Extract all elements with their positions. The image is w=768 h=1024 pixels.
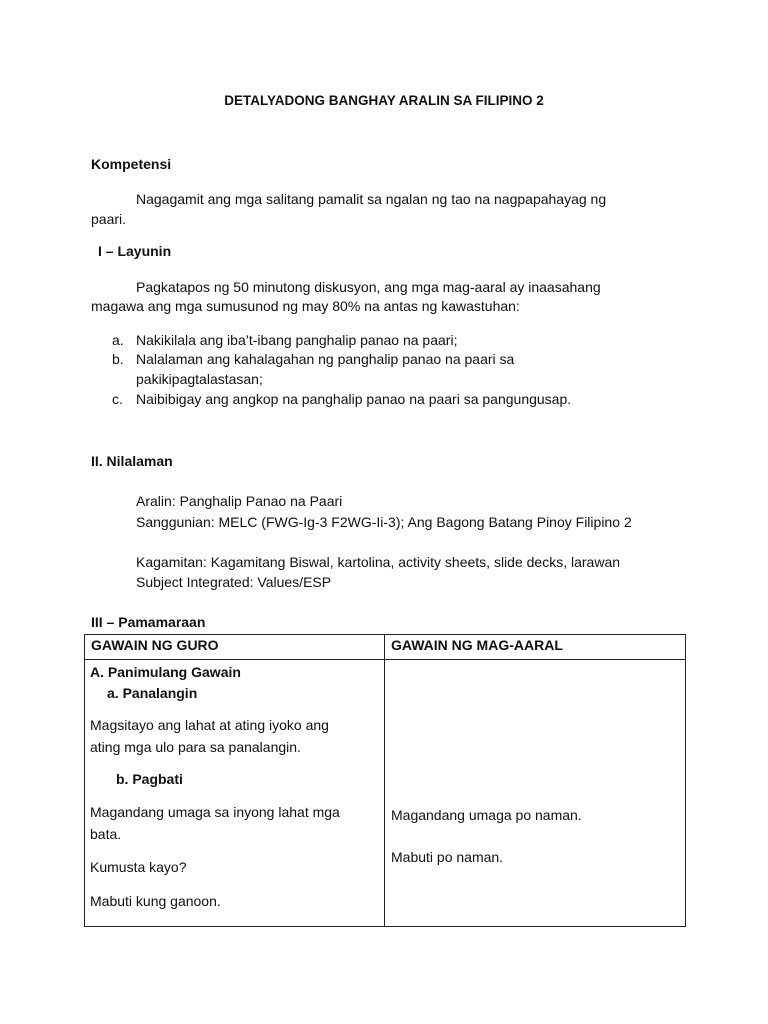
table-row [85,660,686,927]
layunin-item-b: Nalalaman ang kahalagahan ng panghalip panao na paari sa [136,351,515,367]
pagbati-heading: b. Pagbati [116,771,183,787]
layunin-item-b-cont: pakikipagtalastasan; [136,371,263,387]
kompetensi-heading: Kompetensi [91,156,172,172]
col-header-guro: GAWAIN NG GURO [85,635,385,660]
nilalaman-heading: II. Nilalaman [91,453,173,469]
layunin-item-a-letter: a. [112,332,124,348]
pamamaraan-table [84,634,686,927]
panalangin-line-2: ating mga ulo para sa panalangin. [90,739,301,755]
kompetensi-line-2: paari. [91,211,127,227]
layunin-line-1: Pagkatapos ng 50 minutong diskusyon, ang mga mag-aaral ay inaasahang [136,279,601,295]
guro-cell [85,660,385,927]
panalangin-heading: a. Panalangin [107,685,198,701]
nilalaman-kagamitan: Kagamitan: Kagamitang Biswal, kartolina, activity sheets, slide decks, larawan [136,554,621,570]
pagbati-line-2: bata. [90,826,122,842]
mag-aaral-cell [385,660,686,927]
layunin-heading: I – Layunin [98,243,172,259]
layunin-item-c: Naibibigay ang angkop na panghalip panao na paari sa pangungusap. [136,391,572,407]
pagbati-line-1: Magandang umaga sa inyong lahat mga [90,804,340,820]
layunin-line-2: magawa ang mga sumusunod ng may 80% na antas ng kawastuhan: [91,298,520,314]
mabuti-text: Mabuti kung ganoon. [90,893,221,909]
nilalaman-aralin: Aralin: Panghalip Panao na Paari [136,493,343,509]
response-magandang-umaga: Magandang umaga po naman. [391,807,582,823]
layunin-item-c-letter: c. [112,391,123,407]
nilalaman-subject: Subject Integrated: Values/ESP [136,574,332,590]
pamamaraan-heading: III – Pamamaraan [91,614,206,630]
document-title: DETALYADONG BANGHAY ARALIN SA FILIPINO 2 [224,93,544,108]
table-header-row [85,635,686,660]
response-mabuti: Mabuti po naman. [391,849,504,865]
kumusta-text: Kumusta kayo? [90,859,187,875]
panimulang-gawain-heading: A. Panimulang Gawain [90,664,241,680]
nilalaman-sanggunian: Sanggunian: MELC (FWG-Ig-3 F2WG-Ii-3); Ang Bagong Batang Pinoy Filipino 2 [136,514,632,530]
col-header-mag-aaral: GAWAIN NG MAG-AARAL [385,635,686,660]
layunin-item-a: Nakikilala ang iba’t-ibang panghalip panao na paari; [136,332,458,348]
panalangin-line-1: Magsitayo ang lahat at ating iyoko ang [90,717,329,733]
layunin-item-b-letter: b. [112,351,124,367]
kompetensi-line-1: Nagagamit ang mga salitang pamalit sa ngalan ng tao na nagpapahayag ng [136,191,607,207]
